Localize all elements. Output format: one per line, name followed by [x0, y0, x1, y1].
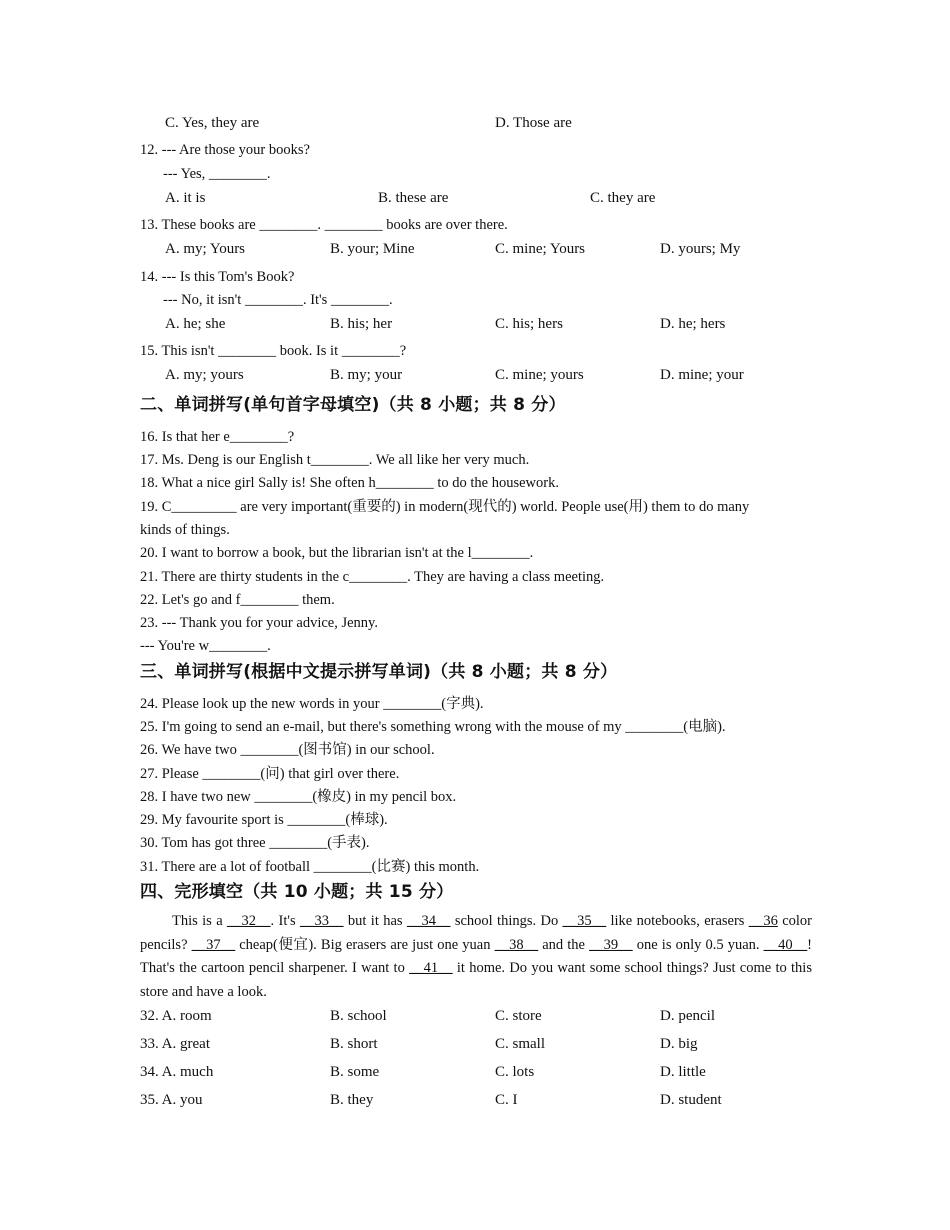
q34-option-a: 34. A. much	[140, 1064, 214, 1080]
q27: 27. Please ________(问) that girl over there.	[140, 766, 400, 782]
q32-option-d: D. pencil	[660, 1008, 715, 1024]
q24: 24. Please look up the new words in your ________(字典).	[140, 696, 484, 712]
q13-stem: 13. These books are ________. ________ books are over there.	[140, 217, 508, 233]
blank-33: __33__	[300, 913, 344, 929]
blank-32: __32__	[227, 913, 271, 929]
q14-stem: 14. --- Is this Tom's Book?	[140, 269, 295, 285]
blank-39: __39__	[589, 936, 633, 953]
cloze-passage: This is a __32__. It's __33__ but it has __34__ school things. Do __35__ like notebooks, erasers __36 color pencils? __37__ cheap(便宜). Big erasers are just one yuan __38__ and the __39__ one is only 0.5 yuan. __40__! That's the cartoon pencil sharpener. I want to __41__ it home. Do you want some school things? Just come to this store and have a look.	[140, 913, 812, 1000]
q14-reply: --- No, it isn't ________. It's ________.	[163, 292, 393, 308]
q33-option-a: 33. A. great	[140, 1036, 210, 1052]
q28: 28. I have two new ________(橡皮) in my pencil box.	[140, 789, 457, 805]
q33-option-b: B. short	[330, 1036, 378, 1052]
q23-stem: 23. --- Thank you for your advice, Jenny.	[140, 615, 378, 631]
q12-stem: 12. --- Are those your books?	[140, 142, 310, 158]
q13-option-b: B. your; Mine	[330, 241, 415, 257]
q20: 20. I want to borrow a book, but the librarian isn't at the l________.	[140, 545, 534, 561]
q23-reply: --- You're w________.	[140, 638, 271, 654]
q11-option-c: C. Yes, they are	[165, 115, 260, 131]
q32-option-a: 32. A. room	[140, 1008, 212, 1024]
q34-option-c: C. lots	[495, 1064, 535, 1080]
q26: 26. We have two ________(图书馆) in our school.	[140, 742, 435, 758]
q12-option-a: A. it is	[165, 190, 206, 206]
blank-34: __34__	[406, 913, 451, 929]
q12-reply: --- Yes, ________.	[163, 166, 271, 182]
q13-option-a: A. my; Yours	[165, 241, 246, 257]
q14-option-b: B. his; her	[330, 316, 393, 332]
q35-option-a: 35. A. you	[140, 1092, 203, 1108]
q13-option-c: C. mine; Yours	[495, 241, 586, 257]
q35-option-b: B. they	[330, 1092, 374, 1108]
q21: 21. There are thirty students in the c________. They are having a class meeting.	[140, 569, 605, 585]
q19-continued: kinds of things.	[140, 522, 230, 538]
q11-option-d: D. Those are	[495, 115, 572, 131]
section3-heading: 三、单词拼写(根据中文提示拼写单词)（共 8 小题；共 8 分）	[140, 662, 618, 682]
q33-option-c: C. small	[495, 1036, 546, 1052]
q15-option-a: A. my; yours	[165, 367, 244, 383]
q14-option-c: C. his; hers	[495, 316, 563, 332]
blank-35: __35__	[562, 913, 607, 929]
q19: 19. C_________ are very important(重要的) in modern(现代的) world. People use(用) them to do many	[140, 499, 750, 515]
q29: 29. My favourite sport is ________(棒球).	[140, 812, 388, 828]
q14-option-d: D. he; hers	[660, 316, 726, 332]
blank-36: __36	[748, 913, 778, 929]
blank-37: __37__	[191, 936, 236, 953]
q33-option-d: D. big	[660, 1036, 698, 1052]
q32-option-b: B. school	[330, 1008, 387, 1024]
q32-option-c: C. store	[495, 1008, 542, 1024]
section4-heading: 四、完形填空（共 10 小题；共 15 分）	[140, 882, 454, 902]
q15-stem: 15. This isn't ________ book. Is it ________?	[140, 343, 407, 359]
q31: 31. There are a lot of football ________(比赛) this month.	[140, 859, 480, 875]
blank-40: __40__	[763, 936, 808, 953]
q35-option-d: D. student	[660, 1092, 722, 1108]
blank-41: __41__	[409, 960, 453, 976]
q14-option-a: A. he; she	[165, 316, 226, 332]
q12-option-b: B. these are	[378, 190, 449, 206]
q18: 18. What a nice girl Sally is! She often h________ to do the housework.	[140, 475, 559, 491]
q15-option-b: B. my; your	[330, 367, 403, 383]
q12-option-c: C. they are	[590, 190, 656, 206]
q25: 25. I'm going to send an e-mail, but there's something wrong with the mouse of my ________(电脑).	[140, 719, 726, 735]
q35-option-c: C. I	[495, 1092, 518, 1108]
q15-option-c: C. mine; yours	[495, 367, 584, 383]
q34-option-d: D. little	[660, 1064, 706, 1080]
q15-option-d: D. mine; your	[660, 367, 744, 383]
q22: 22. Let's go and f________ them.	[140, 592, 335, 608]
q13-option-d: D. yours; My	[660, 241, 741, 257]
blank-38: __38__	[494, 936, 539, 953]
q30: 30. Tom has got three ________(手表).	[140, 835, 370, 851]
section2-heading: 二、单词拼写(单句首字母填空)（共 8 小题；共 8 分）	[140, 395, 566, 415]
q34-option-b: B. some	[330, 1064, 380, 1080]
q17: 17. Ms. Deng is our English t________. We all like her very much.	[140, 452, 530, 468]
q16: 16. Is that her e________?	[140, 429, 295, 445]
